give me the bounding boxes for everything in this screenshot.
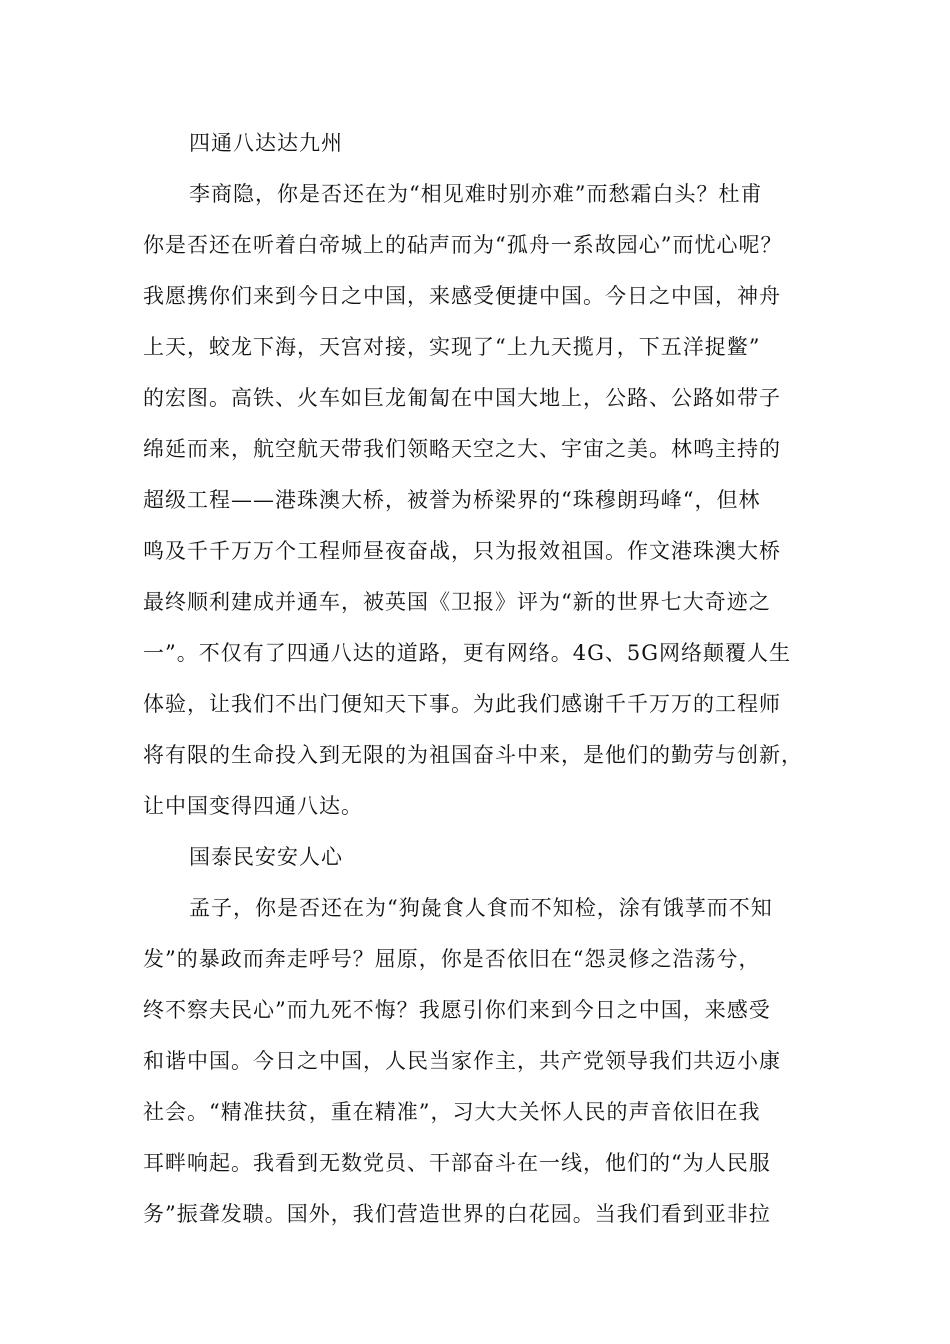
paragraph-line: 终不察夫民心”而九死不悔？我愿引你们来到今日之中国，来感受	[143, 998, 771, 1022]
paragraph-line: 一”。不仅有了四通八达的道路，更有网络。4G、5G网络颠覆人生	[143, 641, 792, 665]
document-body	[143, 118, 829, 1240]
paragraph-line: 将有限的生命投入到无限的为祖国奋斗中来，是他们的勤劳与创新，	[143, 743, 803, 767]
paragraph-line: 的宏图。高铁、火车如巨龙匍匐在中国大地上，公路、公路如带子	[143, 386, 781, 410]
paragraph-line: 最终顺利建成并通车，被英国《卫报》评为“新的世界七大奇迹之	[143, 590, 771, 614]
paragraph-line: 超级工程——港珠澳大桥，被誉为桥梁界的“珠穆朗玛峰“，但林	[143, 488, 761, 512]
paragraph-line: 你是否还在听着白帝城上的砧声而为“孤舟一系故园心”而忧心呢？	[143, 233, 783, 257]
section-heading: 四通八达达九州	[189, 131, 343, 155]
paragraph-line: 上天，蛟龙下海，天宫对接，实现了“上九天揽月，下五洋捉鳖”	[143, 335, 761, 359]
paragraph-line: 体验，让我们不出门便知天下事。为此我们感谢千千万万的工程师	[143, 692, 781, 716]
paragraph-line: 务”振聋发聩。国外，我们营造世界的白花园。当我们看到亚非拉	[143, 1202, 771, 1226]
paragraph-line: 和谐中国。今日之中国，人民当家作主，共产党领导我们共迈小康	[143, 1049, 781, 1073]
paragraph-line: 孟子，你是否还在为“狗彘食人食而不知检，涂有饿莩而不知	[189, 896, 773, 920]
paragraph-line: 我愿携你们来到今日之中国，来感受便捷中国。今日之中国，神舟	[143, 284, 781, 308]
paragraph-line: 让中国变得四通八达。	[143, 794, 363, 818]
paragraph-line: 社会。“精准扶贫，重在精准”，习大大关怀人民的声音依旧在我	[143, 1100, 761, 1124]
section-heading: 国泰民安安人心	[189, 845, 343, 869]
paragraph-line: 鸣及千千万万个工程师昼夜奋战，只为报效祖国。作文港珠澳大桥	[143, 539, 781, 563]
paragraph-line: 绵延而来，航空航天带我们领略天空之大、宇宙之美。林鸣主持的	[143, 437, 781, 461]
paragraph-line: 耳畔响起。我看到无数党员、干部奋斗在一线，他们的“为人民服	[143, 1151, 771, 1175]
paragraph-line: 李商隐，你是否还在为“相见难时别亦难”而愁霜白头？杜甫	[189, 182, 763, 206]
paragraph-line: 发”的暴政而奔走呼号？屈原，你是否依旧在“怨灵修之浩荡兮，	[143, 947, 761, 971]
